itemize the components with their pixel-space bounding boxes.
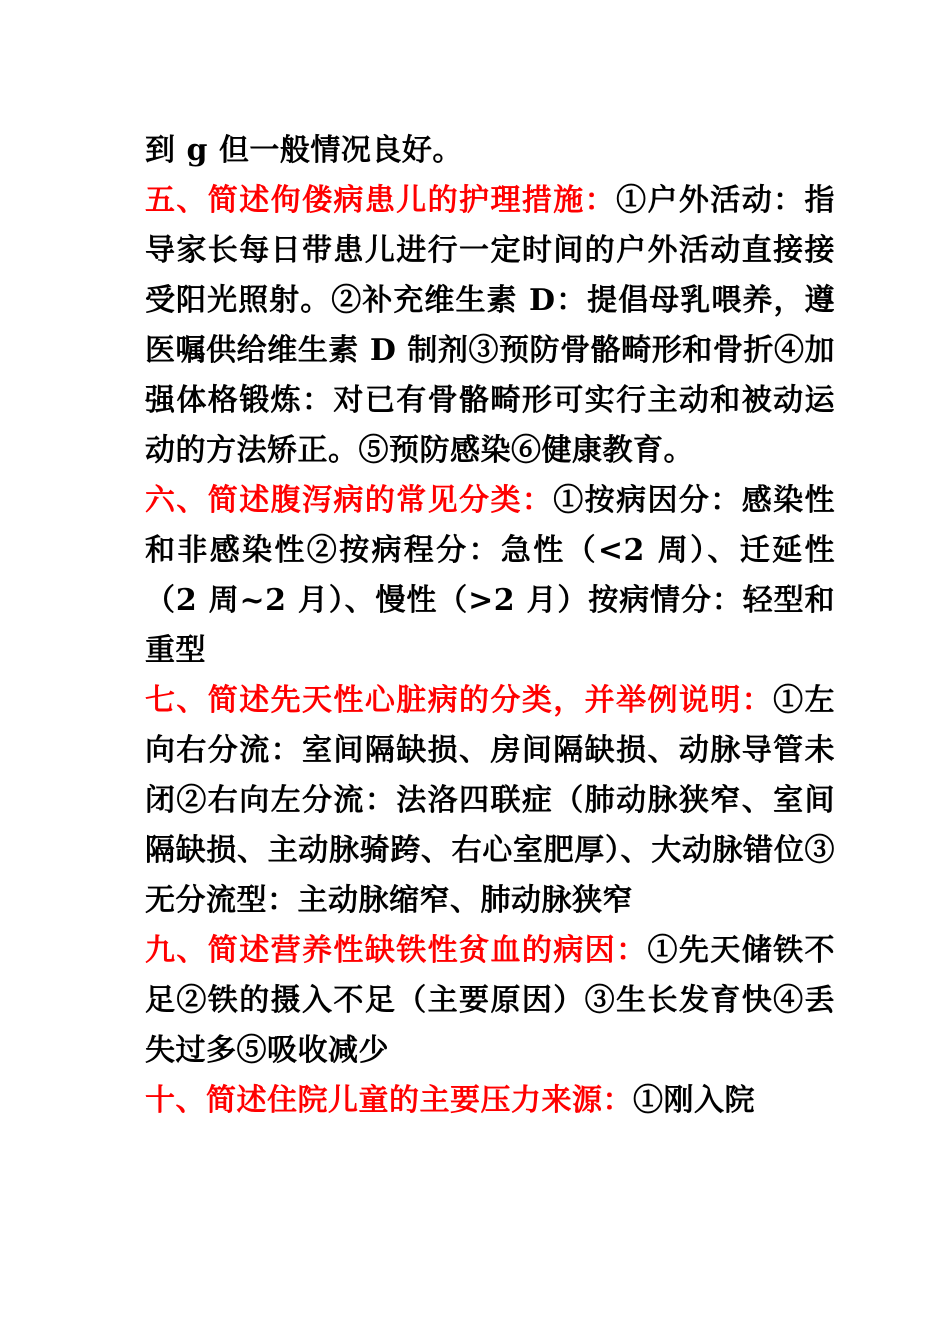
section-heading: 十、简述住院儿童的主要压力来源： [145,1083,633,1118]
section-heading: 五、简述佝偻病患儿的护理措施： [145,183,617,218]
paragraph-continuation [145,126,835,176]
paragraph-diarrhea-classification [145,476,835,676]
section-heading: 六、简述腹泻病的常见分类： [145,483,554,518]
paragraph-rickets-care [145,176,835,476]
section-heading: 九、简述营养性缺铁性贫血的病因： [145,933,648,968]
section-body: 到 g 但一般情况良好。 [145,133,463,168]
paragraph-iron-deficiency-anemia [145,926,835,1076]
paragraph-hospitalized-children-stress [145,1076,835,1126]
section-body: ①按病因分：感染性和非感染性②按病程分：急性（<2 周）、迁延性（2 周~2 月）、慢性（>2 月）按病情分：轻型和重型 [145,483,836,668]
section-body: ①刚入院 [633,1083,755,1118]
section-heading: 七、简述先天性心脏病的分类，并举例说明： [145,683,774,718]
paragraph-congenital-heart-disease [145,676,835,926]
section-body: ①户外活动：指导家长每日带患儿进行一定时间的户外活动直接接受阳光照射。②补充维生素 D：提倡母乳喂养，遵医嘱供给维生素 D 制剂③预防骨骼畸形和骨折④加强体格锻炼：对已有骨骼畸形可实行主动和被动运动的方法矫正。⑤预防感染⑥健康教育。 [145,183,836,468]
section-body: ①左向右分流：室间隔缺损、房间隔缺损、动脉导管未闭②右向左分流：法洛四联症（肺动脉狭窄、室间隔缺损、主动脉骑跨、右心室肥厚）、大动脉错位③无分流型：主动脉缩窄、肺动脉狭窄 [145,683,836,918]
section-body: ①先天储铁不足②铁的摄入不足（主要原因）③生长发育快④丢失过多⑤吸收减少 [145,933,836,1068]
document-page [145,126,835,1126]
